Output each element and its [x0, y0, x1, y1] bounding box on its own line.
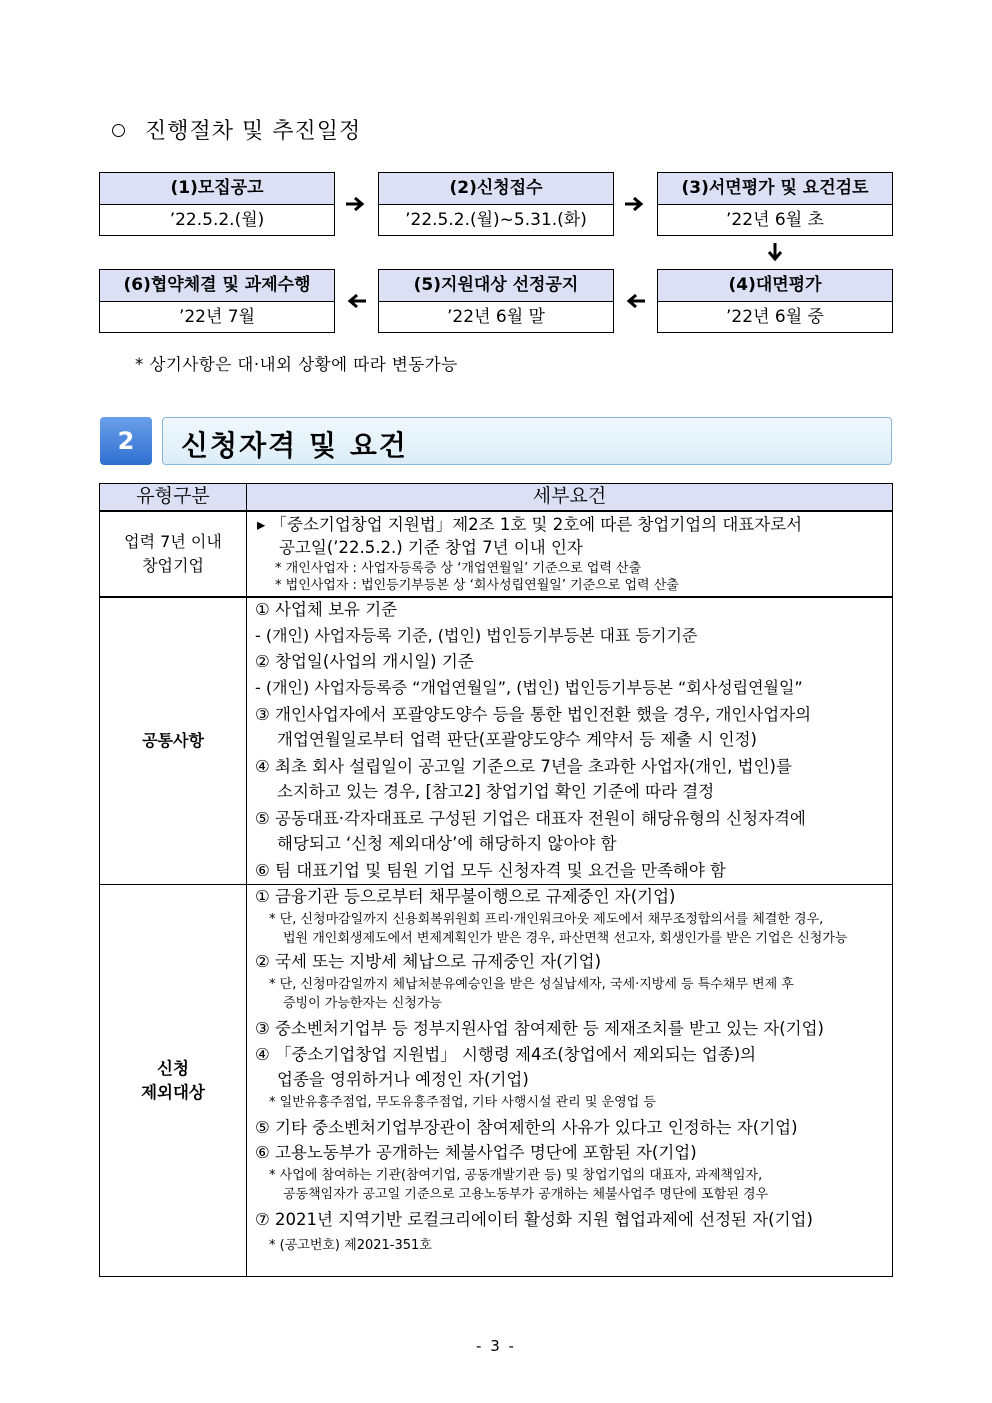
step-1-date: ’22.5.2.(월)	[169, 210, 265, 230]
step-5-date: ’22년 6월 말	[447, 307, 545, 327]
section-title-text: 진행절차 및 추진일정	[145, 119, 362, 144]
row2-item: ③ 개인사업자에서 포괄양도양수 등을 통한 법인전환 했을 경우, 개인사업자의	[255, 705, 812, 724]
row3-type-line2: 제외대상	[141, 1082, 205, 1102]
step-5-label: (5)지원대상 선정공지	[379, 270, 613, 302]
row3-detail	[247, 885, 893, 1277]
row1-type	[100, 511, 247, 597]
row2-item: 해당되고 ‘신청 제외대상’에 해당하지 않아야 함	[277, 834, 617, 853]
row1-line: 공고일(’22.5.2.) 기준 창업 7년 이내 인자	[279, 538, 583, 557]
row3-item: ⑥ 고용노동부가 공개하는 체불사업주 명단에 포함된 자(기업)	[255, 1143, 697, 1162]
row2-type: 공통사항	[100, 597, 247, 885]
row2-item: - (개인) 사업자등록 기준, (법인) 법인등기부등본 대표 등기기준	[255, 626, 698, 645]
row3-item: ④ 「중소기업창업 지원법」 시행령 제4조(창업에서 제외되는 업종)의	[255, 1045, 757, 1064]
step-6-date: ’22년 7월	[178, 307, 256, 327]
step-4-date: ’22년 6월 중	[726, 307, 824, 327]
row1-detail	[247, 511, 893, 597]
row2-item: ⑥ 팀 대표기업 및 팀원 기업 모두 신청자격 및 요건을 만족해야 함	[255, 861, 726, 880]
step-5-box	[378, 269, 614, 333]
row3-note: 법원 개인회생제도에서 변제계획인가 받은 경우, 파산면책 선고자, 회생인가를 받은 기업은 신청가능	[283, 931, 848, 946]
row3-note: 공동책임자가 공고일 기준으로 고용노동부가 공개하는 체불사업주 명단에 포함된 경우	[283, 1187, 769, 1202]
step-2-box	[378, 172, 614, 236]
circle-bullet-icon	[112, 124, 125, 137]
row3-item: ⑤ 기타 중소벤처기업부장관이 참여제한의 사유가 있다고 인정하는 자(기업)	[255, 1118, 798, 1137]
row3-item: 업종을 영위하거나 예정인 자(기업)	[277, 1070, 529, 1089]
row3-note: * 단, 신청마감일까지 신용회복위원회 프리·개인워크아웃 제도에서 채무조정합의서를 체결한 경우,	[269, 912, 824, 927]
section-heading-title: 신청자격 및 요건	[181, 429, 408, 462]
step-3-date: ’22년 6월 초	[726, 210, 824, 230]
step-2-date: ’22.5.2.(월)~5.31.(화)	[405, 210, 587, 230]
row2-item: - (개인) 사업자등록증 “개업연월일”, (법인) 법인등기부등본 “회사성립연월일”	[255, 678, 803, 697]
section-heading-box	[162, 417, 892, 465]
table-row	[100, 511, 893, 597]
header-detail: 세부요건	[247, 484, 893, 512]
row3-note: * (공고번호) 제2021-351호	[269, 1238, 432, 1253]
row2-item: ① 사업체 보유 기준	[255, 600, 398, 619]
step-3-box	[657, 172, 893, 236]
step-6-label: (6)협약체결 및 과제수행	[100, 270, 334, 302]
arrow-right-icon	[344, 194, 368, 214]
row3-note: * 단, 신청마감일까지 체납처분유예승인을 받은 성실납세자, 국세·지방세 등 특수채무 변제 후	[269, 977, 794, 992]
row2-item: 소지하고 있는 경우, [참고2] 창업기업 확인 기준에 따라 결정	[277, 782, 715, 801]
row3-item: ① 금융기관 등으로부터 채무불이행으로 규제중인 자(기업)	[255, 887, 676, 906]
row2-item: ④ 최초 회사 설립일이 공고일 기준으로 7년을 초과한 사업자(개인, 법인)를	[255, 757, 792, 776]
row3-item: ⑦ 2021년 지역기반 로컬크리에이터 활성화 지원 협업과제에 선정된 자(기업)	[255, 1210, 813, 1229]
row3-note: * 사업에 참여하는 기관(참여기업, 공동개발기관 등) 및 창업기업의 대표자, 과제책임자,	[269, 1168, 763, 1183]
table-row	[100, 885, 893, 1277]
schedule-note: * 상기사항은 대·내외 상황에 따라 변동가능	[135, 355, 458, 374]
arrow-left-icon	[623, 291, 647, 311]
header-type: 유형구분	[100, 484, 247, 512]
row3-type	[100, 885, 247, 1277]
section-number-badge: 2	[100, 417, 152, 465]
row3-note: * 일반유흥주점업, 무도유흥주점업, 기타 사행시설 관리 및 운영업 등	[269, 1095, 656, 1110]
step-2-label: (2)신청접수	[379, 173, 613, 205]
row1-note: * 법인사업자 : 법인등기부등본 상 ‘회사성립연월일’ 기준으로 업력 산출	[275, 578, 679, 593]
step-1-box	[99, 172, 335, 236]
step-6-box	[99, 269, 335, 333]
row3-type-line1: 신청	[157, 1058, 189, 1078]
page-number: - 3 -	[476, 1337, 516, 1355]
row2-item: ⑤ 공동대표·각자대표로 구성된 기업은 대표자 전원이 해당유형의 신청자격에	[255, 809, 806, 828]
row2-item: 개업연월일로부터 업력 판단(포괄양도양수 계약서 등 제출 시 인정)	[277, 730, 757, 749]
row2-detail	[247, 597, 893, 885]
row1-type-line1: 업력 7년 이내	[124, 532, 222, 551]
row1-line: ▸ 「중소기업창업 지원법」제2조 1호 및 2호에 따른 창업기업의 대표자로서	[257, 515, 803, 534]
arrow-right-icon	[623, 194, 647, 214]
step-1-label: (1)모집공고	[100, 173, 334, 205]
step-4-label: (4)대면평가	[658, 270, 892, 302]
row1-type-line2: 창업기업	[142, 556, 204, 575]
requirements-table	[99, 483, 893, 1277]
step-3-label: (3)서면평가 및 요건검토	[658, 173, 892, 205]
arrow-down-icon	[765, 241, 785, 263]
row2-item: ② 창업일(사업의 개시일) 기준	[255, 652, 474, 671]
row3-item: ② 국세 또는 지방세 체납으로 규제중인 자(기업)	[255, 952, 602, 971]
row1-note: * 개인사업자 : 사업자등록증 상 ‘개업연월일’ 기준으로 업력 산출	[275, 561, 642, 576]
section-title	[112, 114, 361, 145]
row3-note: 증빙이 가능한자는 신청가능	[283, 996, 442, 1011]
row3-item: ③ 중소벤처기업부 등 정부지원사업 참여제한 등 제재조치를 받고 있는 자(기업)	[255, 1019, 824, 1038]
table-header-row	[100, 484, 893, 512]
arrow-left-icon	[344, 291, 368, 311]
step-4-box	[657, 269, 893, 333]
table-row	[100, 597, 893, 885]
